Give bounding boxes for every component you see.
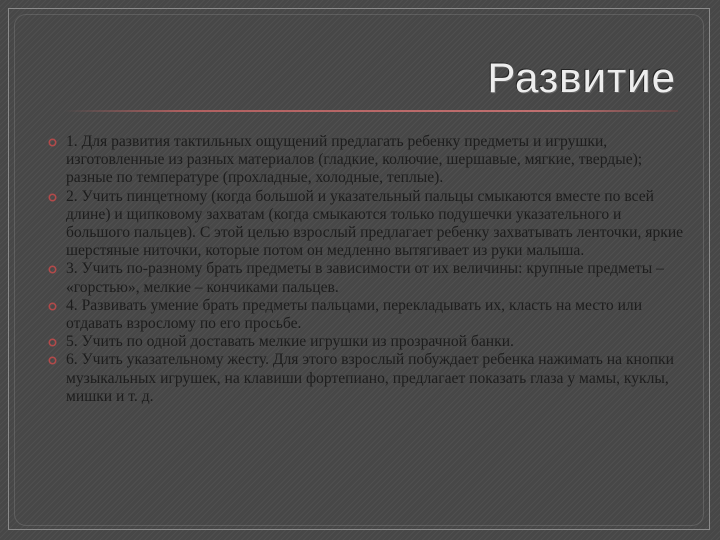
list-item — [46, 333, 686, 351]
list-item — [46, 351, 686, 406]
hollow-circle-bullet-icon — [48, 138, 57, 147]
hollow-circle-bullet-icon — [48, 338, 57, 347]
bullet-list — [46, 133, 686, 406]
list-item — [46, 133, 686, 188]
title-underline — [64, 110, 678, 112]
slide-title: Развитие — [487, 54, 676, 101]
list-item-text: 2. Учить пинцетному (когда большой и указательный пальцы смыкаются вместе по всей длине) и щипковому захватам (когда смыкаются только подушечки указательного и большого пальцев). С этой целью взрослый предлагает ребенку захватывать ленточки, яркие шерстяные ниточки, которые потом он медленно вытягивает из руки малыша. — [66, 187, 684, 260]
hollow-circle-bullet-icon — [48, 193, 57, 202]
list-item — [46, 297, 686, 333]
list-item-text: 1. Для развития тактильных ощущений предлагать ребенку предметы и игрушки, изготовленные из разных материалов (гладкие, колючие, шершавые, мягкие, твердые); разные по температуре (прохладные, холодные, теплые). — [66, 133, 643, 187]
list-item — [46, 260, 686, 296]
list-item-text: 4. Развивать умение брать предметы пальцами, перекладывать их, класть на место или отдавать взрослому по его просьбе. — [66, 296, 643, 333]
hollow-circle-bullet-icon — [48, 265, 57, 274]
list-item — [46, 188, 686, 261]
list-item-text: 6. Учить указательному жесту. Для этого взрослый побуждает ребенка нажимать на кнопки музыкальных игрушек, на клавиши фортепиано, предлагает показать глаза у мамы, куклы, мишки и т. д. — [66, 351, 674, 405]
list-item-text: 5. Учить по одной доставать мелкие игрушки из прозрачной банки. — [66, 333, 514, 351]
hollow-circle-bullet-icon — [48, 356, 57, 365]
list-item-text: 3. Учить по-разному брать предметы в зависимости от их величины: крупные предметы – «горстью», мелкие – кончиками пальцев. — [66, 260, 664, 296]
hollow-circle-bullet-icon — [48, 302, 57, 311]
